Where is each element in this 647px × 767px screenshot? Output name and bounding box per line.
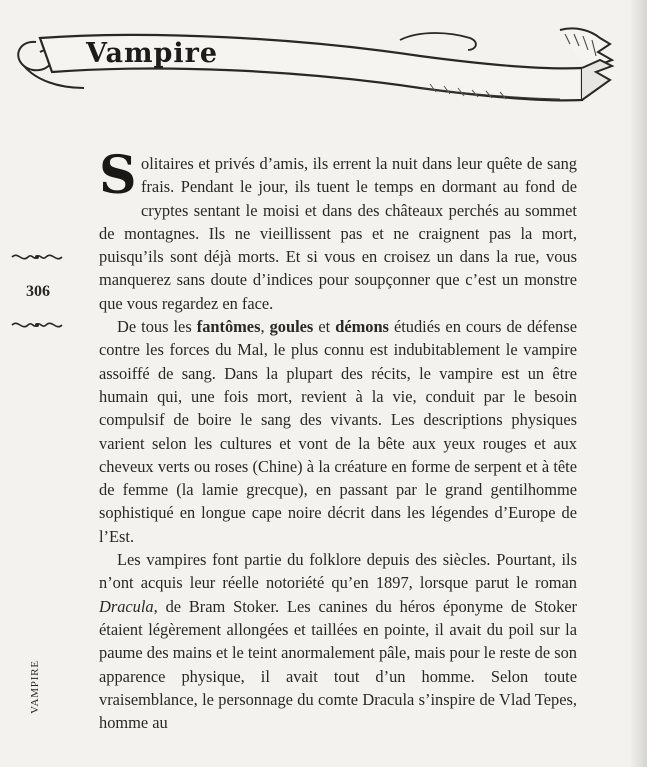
page-title: Vampire bbox=[86, 38, 219, 69]
running-head bbox=[28, 652, 42, 722]
keyword: goules bbox=[269, 317, 314, 337]
article-body bbox=[99, 145, 577, 734]
keyword: fantômes bbox=[196, 317, 261, 337]
title-banner bbox=[0, 0, 647, 110]
paragraph: Les vampires font partie du folklore depuis des siècles. Pourtant, ils n’ont acquis leur réelle notoriété qu’en 1897, lorsque parut le roman Dracula, de Bram Stoker. Les canines du héros éponyme de Stoker étaient légèrement allongées et taillées en pointe, il avait du poil sur la paume des mains et le teint anormalement pâle, mais pour le reste de son apparence physique, il avait tout d’un homme. Selon toute vraisemblance, le personnage du comte Dracula s’inspire de Vlad Tepes, homme au bbox=[99, 550, 577, 733]
page-number: 306 bbox=[26, 283, 50, 300]
drop-cap: S bbox=[99, 145, 137, 206]
keyword: démons bbox=[335, 317, 389, 337]
paragraph: S olitaires et privés d’amis, ils errent la nuit dans leur quête de sang frais. Pendant le jour, ils tuent le temps en dormant au fond de cryptes sentant le moisi et dans des châteaux perchés au sommet de montagnes. Ils ne vieillissent pas et ne craignent pas la mort, puisqu’ils sont déjà morts. Et si vous en croisez un dans la rue, vous manquerez sans doute d’indices pour soupçonner que c’est un monstre que vous regardez en face. bbox=[99, 145, 577, 313]
page-edge-shadow bbox=[629, 0, 647, 767]
running-head-text: VAMPIRE bbox=[29, 660, 41, 714]
fleuron-icon bbox=[10, 250, 64, 264]
paragraph: De tous les fantômes, goules et démons étudiés en cours de défense contre les forces du Mal, le plus connu est indubitablement le vampire assoiffé de sang. Dans la plupart des récits, le vampire est un être humain qui, une fois mort, revient à la vie, conduit par le besoin compulsif de boire le sang des vivants. Les descriptions physiques varient selon les cultures et vont de la bête aux yeux rouges et aux cheveux verts ou roses (Chine) à la créature en forme de serpent et à tête de femme (la lamie grecque), en passant par le grand gentilhomme sophistiqué en longue cape noire décrit dans les légendes d’Europe de l’Est. bbox=[99, 317, 577, 546]
book-title: Dracula bbox=[99, 596, 154, 616]
fleuron-icon bbox=[10, 318, 64, 332]
